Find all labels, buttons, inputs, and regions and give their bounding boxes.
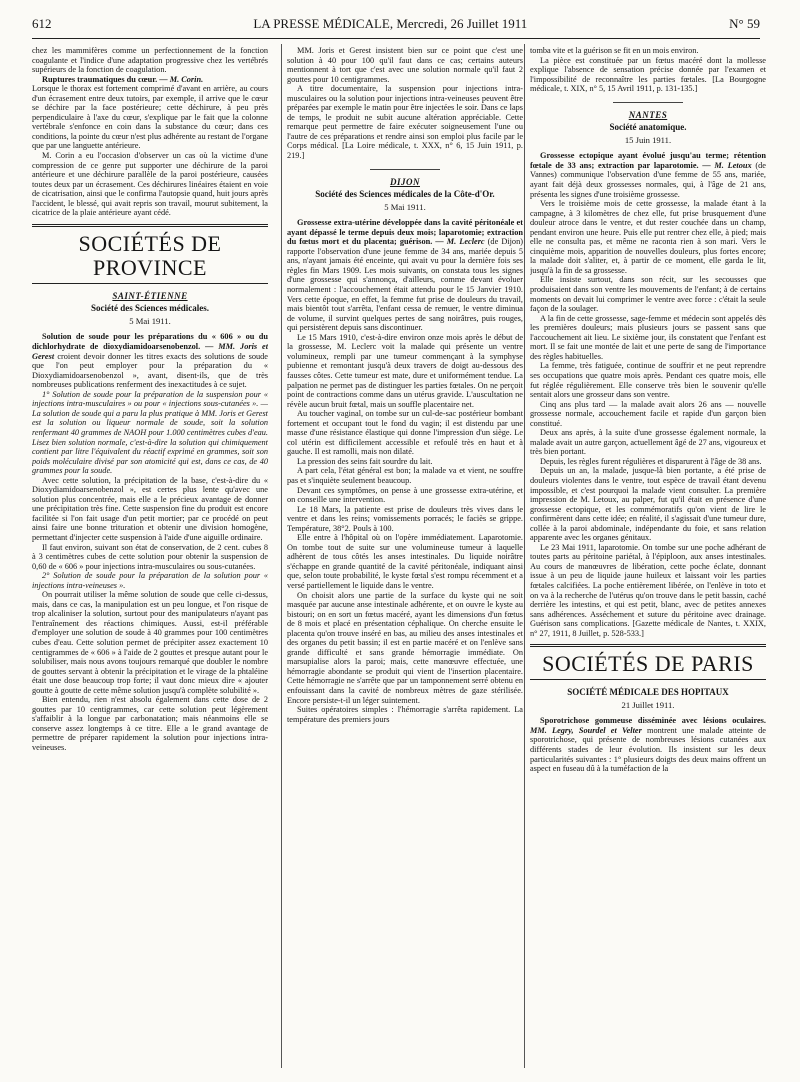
article-title: Grossesse ectopique ayant évolué jusqu'au terme; rétention fœtale de 33 ans; extraction par laparotomie. [530,151,766,170]
city-heading: NANTES [628,109,668,120]
article-heading [32,75,268,85]
column-divider [281,44,282,1068]
article-heading [530,151,766,199]
section-heading: SOCIÉTÉS DE PARIS [530,644,766,680]
paragraph: A la fin de cette grossesse, sage-femme et médecin sont appelés dès les premières douleurs; mais plusieurs jours se passent sans que l'accouchement ait lieu. Le sixième jour, ils constatent que l'enfant est mort. Il se fait une montée de lait et une perte de sang de l'importance des règles habituelles. [530,313,766,361]
paragraph: Au toucher vaginal, on tombe sur un cul-de-sac postérieur bombant fortement et occupant tout le fond du vagin; il est distendu par une masse d'une résistance élastique qui donne l'impression d'un siège. Le col utérin est difficilement accessible et refoulé très en haut et à gauche. Il est ramolli, mais non dilaté. [287,409,523,457]
paragraph: Devant ces symptômes, on pense à une grossesse extra-utérine, et on conseille une intervention. [287,485,523,505]
paragraph: croient devoir donner les titres exacts des solutions de soude que l'on peut employer pour la préparation du « Dioxydiamidoarsenobenzol », avant, disent-ils, que de très nombreuses publications renferment des inexactitudes à ce sujet. [32,351,268,390]
paragraph: Le 23 Mai 1911, laparotomie. On tombe sur une poche adhérant de toutes parts au péritoine pariétal, à l'épiploon, aux anses intestinales. Au cours de manœuvres de libération, cette poche éclate, donnant issue à un peu de liquide jaune huileux et laissant voir les parties fœtales calcifiées. La poche entièrement libérée, on l'enlève in toto et on va à la recherche de l'utérus qu'on trouve dans le petit bassin, caché derrière les intestins, et qui est petit, blanc, avec de petites annexes sans adhérences. Asséchement et suture du péritoine avec drainage. Guérison sans complications. [Gazette médicale de Nantes, t. XXIX, n° 27, 1911, 8 Juillet, p. 528-533.] [530,542,766,638]
paragraph: Depuis un an, la malade, jusque-là bien portante, a été prise de douleurs violentes dans le ventre, tout espèce de travail étant devenu impossible, et c'est pourquoi la malade vient consulter. La première impression de M. Letoux, au palper, fut qu'il était en présence d'une grossesse ectopique, et les commémoratifs qu'on vient de lire le confirmèrent dans cette idée; en réalité, il s'agissait d'une tumeur dure, collée à la paroi abdominale, indépendante du foie, et sans relation apparente avec les organes génitaux. [530,466,766,543]
article-heading [287,218,523,333]
header-rule [32,38,760,39]
paragraph: 1° Solution de soude pour la préparation de la suspension pour « injections intra-musculaires » ou pour « injections sous-cutanées ». — La solution de soude qui a paru la plus pratique à MM. Joris et Gerest est la solution ou liqueur normale de soude, soit la solution renfermant 40 grammes de NAOH pour 1.000 centimètres cubes d'eau. Lisez bien solution normale, c'est-à-dire la solution qui chimiquement contient par litre l'équivalent du réactif exprimé en grammes, soit son poids moléculaire divisé par son atomicité qui est, dans ce cas, de 40 grammes pour la soude. [32,389,268,476]
city-heading: SAINT-ÉTIENNE [112,290,188,301]
paragraph: A titre documentaire, la suspension pour injections intra-musculaires ou la solution pour injections intra-veineuses peuvent être préparées par exemple le matin pour être injectées le soir. Dans ce laps de temps, le produit ne subit aucune altération appréciable. Cette remarque peut permettre de faire exécuter soigneusement l'une ou l'autre de ces préparations et rendre ainsi son emploi plus facile par le Corps médical. [La Loire médicale, t. XXX, n° 6, 15 Juin 1911, p. 219.] [287,84,523,161]
article-author: — M. Corin. [159,74,204,84]
paragraph: Depuis, les règles furent régulières et disparurent à l'âge de 38 ans. [540,456,762,466]
column-left [32,46,268,1068]
paragraph: Le 18 Mars, la patiente est prise de douleurs très vives dans le ventre et dans les reins; vomissements porracés; le faciès se grippe. Température, 38°2. Pouls à 100. [287,504,523,533]
column-middle [287,46,523,1068]
journal-title: LA PRESSE MÉDICALE, Mercredi, 26 Juillet 1911 [253,16,528,31]
article-title: Solution de soude pour les préparations du « 606 » ou du dichlorhydrate de dioxydiamidoarsenobenzol. [32,332,268,352]
paragraph: On choisit alors une partie de la surface du kyste qui ne soit masquée par aucune anse intestinale adhérente, et on ouvre le kyste au bistouri; on en sort un fœtus macéré, ayant les dimensions d'un fœtus de 8 mois et placé en présentation céphalique. On cherche ensuite le placenta qu'on trouve inséré en bas, au milieu des anses intestinales et des organes du petit bassin; il est en partie macéré et on l'enlève sans grande difficulté et sans grande hémorragie immédiate. On marsupialise alors la paroi; mais, cette manœuvre effectuée, une hémorragie abondante se produit qui vient de l'insertion placentaire. Cette hémorragie ne s'arrête que par un tamponnement serré obtenu en enfouissant dans la cavité de nombreux mètres de gaze stérilisée. Encore persiste-t-il un léger suintement. [287,590,523,705]
paragraph: montrent une malade atteinte de sporotrichose, qui présente de nombreuses lésions cutanées aux différents stades de leur évolution. Ils insistent sur les deux particularités suivantes : 1° plusieurs doigts des deux mains offrent un aspect en fuseau dû à la tuméfaction de la [530,725,766,774]
paragraph: M. Corin a eu l'occasion d'observer un cas où la victime d'une compression de ce genre put supporter une déchirure de la paroi antérieure et une déchirure parallèle de la paroi postérieure, causées toutes deux par un écrasement. Ces déchirures linéaires étaient en voie de cicatrisation, ainsi que le confirma l'autopsie quand, huit jours après l'accident, le blessé, qui avait repris son travail, mourut subitement, la cicatrice de la plaie antérieure ayant cédé. [32,151,268,218]
paragraph: 2° Solution de soude pour la préparation de la solution pour « injections intra-veineuses ». [32,571,268,590]
column-right [530,46,766,1068]
city-heading: DIJON [389,176,420,187]
paragraph: La pression des seins fait sourdre du lait. [297,456,433,466]
session-date: 5 Mai 1911. [129,315,171,326]
paragraph: (de Dijon) rapporte l'observation d'une jeune femme de 34 ans, mariée depuis 5 ans, n'ayant jamais été enceinte, qui avait vu pour la dernière fois ses règles fin Mars 1909. Les mois suivants, on constata tous les signes d'une grossesse qui s'annonça, d'ailleurs, comme devant évoluer normalement : l'accouchement était attendu pour le 15 Janvier 1910. Vers cette époque, en effet, la femme fut prise de douleurs du travail, mais bientôt tout s'arrêta, l'enfant cessa de remuer, le ventre diminua de volume, il survint quelques pertes de sang noirâtres, puis rouges, qui persistèrent depuis sans discontinuer. [287,237,523,333]
session-date: 5 Mai 1911. [384,201,426,212]
article-title: Sporotrichose gommeuse disséminée avec lésions oculaires. [540,716,766,726]
paragraph: Elle entre à l'hôpital où on l'opère immédiatement. Laparotomie. On tombe tout de suite sur une volumineuse tumeur à laquelle adhèrent de tous côtés les anses intestinales. Du liquide noirâtre s'échappe en grande quantité de la cavité péritonéale, indiquant ainsi que, selon toute probabilité, le kyste fœtal s'est rompu récemment et a versé partiellement le liquide dans le ventre. [287,533,523,590]
article-author: MM. Legry, Sourdel et Velter [530,725,642,735]
paragraph: Vers le troisième mois de cette grossesse, la malade étant à la campagne, à 3 kilomètres de chez elle, fut prise brusquement d'une douleur atroce dans le ventre, et dut rester couchée dans un champ, pendant environ une heure. Puis elle put rentrer chez elle, à pied; mais elle ne consulta pas, et même ne raconta rien à son mari. Vers le cinquième mois, apparition de nouvelles douleurs, plus fortes encore; la malade doit s'aliter, et, à partir de ce moment, elle garda le lit, jusqu'à la fin de sa grossesse. [530,199,766,275]
issue-number: N° 59 [729,16,760,31]
paragraph: MM. Joris et Gerest insistent bien sur ce point que c'est une solution à 40 pour 100 qu'il faut dans ce cas; certains auteurs mentionnent à tort que c'est avec une solution normale qu'il faut 2 gouttes pour 10 centigrammes. [287,46,523,84]
society-name: Société des Sciences médicales de la Côte-d'Or. [315,189,495,200]
paragraph: Elle insiste surtout, dans son récit, sur les secousses que produisaient dans son ventre les mouvements de l'enfant; à de certains moments on devait lui comprimer le ventre avec force : c'était la seule façon de la soulager. [530,275,766,314]
paragraph: A part cela, l'état général est bon; la malade va et vient, ne souffre pas et s'inquiète seulement beaucoup. [287,466,523,485]
article-heading [530,716,766,773]
separator [370,169,440,170]
paragraph: Deux ans après, à la suite d'une grossesse également normale, la malade avait un autre garçon, actuellement âgé de 27 ans, vigoureux et très bien portant. [530,428,766,457]
society-name: SOCIÉTÉ MÉDICALE DES HOPITAUX [567,687,729,698]
page-number: 612 [32,16,52,31]
paragraph: Bien entendu, rien n'est absolu également dans cette dose de 2 gouttes par 10 centigrammes, car cette solution peut légèrement s'affaiblir à la longue par carbonatation; mais néanmoins elle se conserve assez longtemps à ce titre. Elle a le grand avantage de permettre de préparer rapidement la solution pour injections intra-veineuses. [32,695,268,752]
session-date: 21 Juillet 1911. [621,699,675,710]
article-title: Ruptures traumatiques du cœur. [42,74,158,84]
article-title: Grossesse extra-utérine développée dans la cavité péritonéale et ayant dépassé le terme depuis deux mois; laparotomie; extraction du fœtus mort et du placenta; guérison. [287,218,523,247]
society-name: Société des Sciences médicales. [91,303,209,314]
section-heading: SOCIÉTÉS DE PROVINCE [32,224,268,284]
article-author: — MM. Joris et Gerest [32,342,268,361]
paragraph: (de Vannes) communique l'observation d'une femme de 55 ans, mariée, ayant fait déjà deux grossesses normales, qui, à l'âge de 21 ans, présenta les signes d'une troisième grossesse. [530,160,766,199]
session-date: 15 Juin 1911. [624,134,672,145]
paragraph: La pièce est constituée par un fœtus macéré dont la mollesse explique l'absence de sensation précise donnée par l'examen et l'impossibilité de reconnaître les parties fœtales. [La Bourgogne médicale, t. XIX, n° 5, 15 Avril 1911, p. 131-135.] [530,55,766,94]
paragraph: chez les mammifères comme un perfectionnement de la fonction coagulante et l'indice d'une adaptation progressive chez les vertébrés supérieurs de la fonction de coagulation. [32,46,268,75]
article-author: — M. Leclerc [435,237,485,247]
article-heading [32,332,268,389]
paragraph: Il faut environ, suivant son état de conservation, de 2 cent. cubes 8 à 3 centimètres cubes de cette solution pour obtenir la suspension de 0,60 de « 606 » pour injections intra-musculaires ou sous-cutanées. [32,542,268,571]
paragraph: Avec cette solution, la précipitation de la base, c'est-à-dire du « Dioxydiamidoarsenobenzol », est certes plus lente qu'avec une solution plus concentrée, mais elle a le précieux avantage de donner une précipitation très fine. Cette suspension fine du produit est encore facilitée si l'on fait usage d'un petit mortier; par ce procédé on peut ainsi faire une bonne trituration et obtenir une division homogène, permettant d'injecter cette suspension à l'aide d'une aiguille ordinaire. [32,475,268,542]
paragraph: La femme, très fatiguée, continue de souffrir et ne peut reprendre ses occupations que quatre mois après. Pendant ces quatre mois, elle fut réglée régulièrement. Elle conserve très bien le souvenir qu'elle sentait alors une grosseur dans son ventre. [530,361,766,400]
paragraph: Suites opératoires simples : l'hémorragie s'arrêta rapidement. La température des premiers jours [287,705,523,724]
paragraph: Cinq ans plus tard — la malade avait alors 26 ans — nouvelle grossesse normale, accouchement facile et rapide d'un garçon bien constitué. [530,399,766,428]
paragraph: Le 15 Mars 1910, c'est-à-dire environ onze mois après le début de la grossesse, M. Leclerc voit la malade qui présente un ventre volumineux, rempli par une tumeur commençant à la symphyse pubienne et remontant jusqu'à deux travers de doigt au-dessous des fausses côtes. Cette tumeur est mate, dure et uniformément tendue. La palpation ne permet pas de distinguer les parties fœtales. On ne perçoit point de contractions comme dans un utérus gravide. L'auscultation ne révèle aucun bruit fœtal, mais un souffle placentaire net. [287,332,523,409]
paragraph: On pourrait utiliser la même solution de soude que celle ci-dessus, mais, dans ce cas, la manipulation est un peu longue, et l'on risque de trop alcaliniser la solution, surtout pour des manipulateurs n'ayant pas l'entraînement des réactions chimiques. Aussi, est-il préférable d'employer une solution de soude à 40 grammes pour 100 centimètres cubes d'eau. Cette solution permet de précipiter assez exactement 10 centigrammes de « 606 » à l'aide de 2 gouttes et presque autant pour le solubiliser, mais nous avons toujours remarqué que doubler le nombre de gouttes servant à obtenir la précipitation et le virage de la phtaléine était une dose beaucoup trop forte; il vaut donc mieux dire « ajouter goutte à goutte de cette même solution jusqu'à complète solubilité ». [32,590,268,695]
paragraph: tomba vite et la guérison se fit en un mois environ. [530,46,699,55]
page-header [32,16,760,38]
column-divider [524,44,525,1068]
article-author: — M. Letoux [702,160,752,170]
paragraph: Lorsque le thorax est fortement comprimé d'avant en arrière, au cours d'un écrasement entre deux tutoirs, par exemple, il arrive que le cœur se déchire par la face postérieure; cette déchirure, à peu près perpendiculaire à l'axe du cœur, s'explique par le fait que la colonne vertébrale s'enfonce en coin dans la substance du cœur; dans ces conditions, la pointe du cœur n'est plus adhérente au restant de l'organe que par une languette antérieure. [32,84,268,151]
society-name: Société anatomique. [609,122,687,133]
separator [613,102,683,103]
